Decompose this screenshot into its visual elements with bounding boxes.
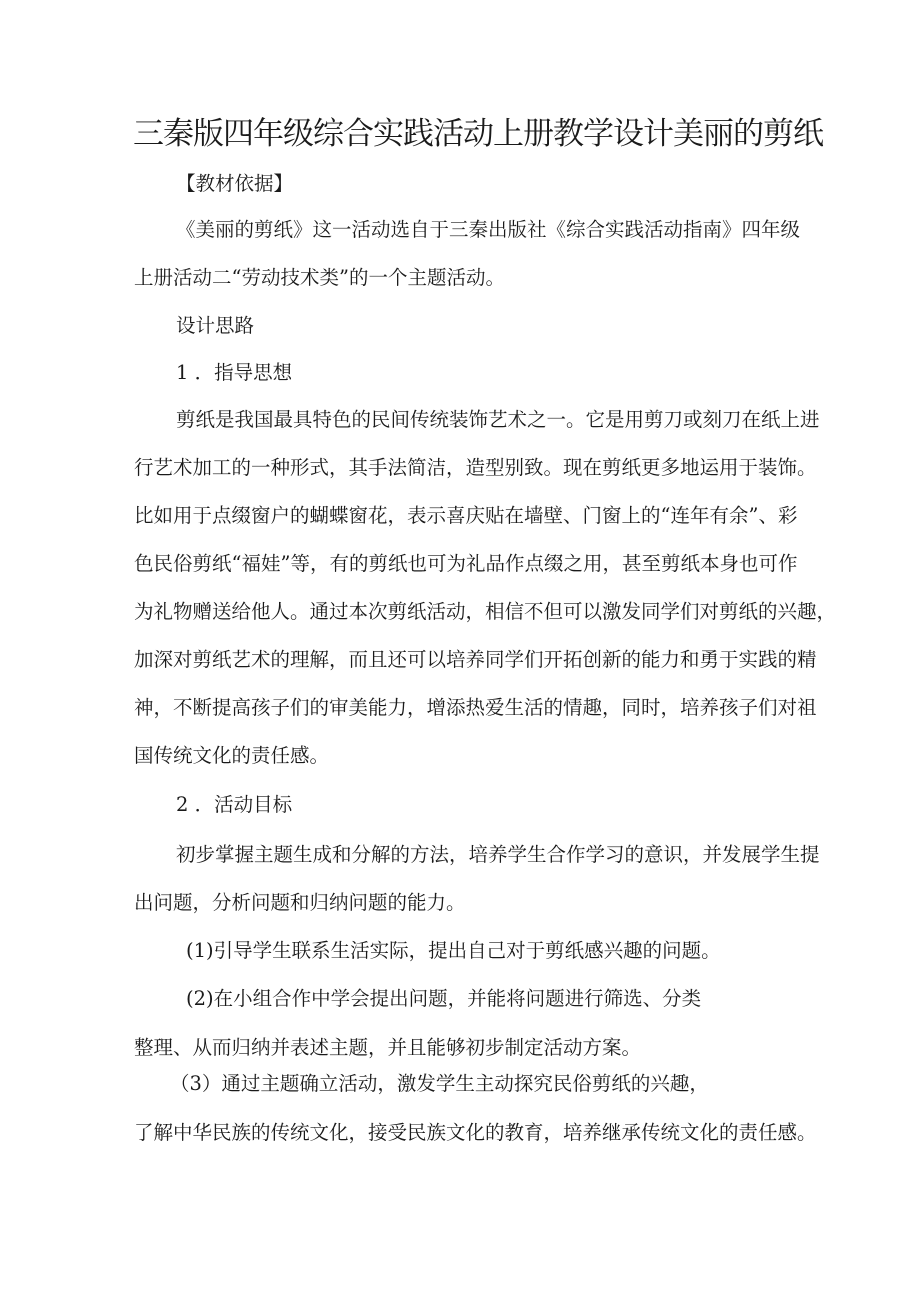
section-1-para-line-3: 比如用于点缀窗户的蝴蝶窗花，表示喜庆贴在墙壁、门窗上的“连年有余”、彩 [134, 504, 798, 527]
goal-3-line-2: 了解中华民族的传统文化，接受民族文化的教育，培养继承传统文化的责任感。 [134, 1121, 817, 1144]
section-2-para-line-2: 出问题，分析问题和归纳问题的能力。 [134, 891, 466, 914]
goal-2-line-2: 整理、从而归纳并表述主题，并且能够初步制定活动方案。 [134, 1036, 642, 1059]
section-2-heading: 2 ．活动目标 [176, 793, 293, 816]
goal-1: (1)引导学生联系生活实际，提出自己对于剪纸感兴趣的问题。 [186, 939, 721, 962]
textbook-para-line-1: 《美丽的剪纸》这一活动选自于三秦出版社《综合实践活动指南》四年级 [176, 218, 801, 241]
section-1-para-line-4: 色民俗剪纸“福娃”等，有的剪纸也可为礼品作点缀之用，甚至剪纸本身也可作 [134, 552, 798, 575]
textbook-basis-heading: 【教材依据】 [176, 172, 294, 195]
goal-3-line-1: （3）通过主题确立活动，激发学生主动探究民俗剪纸的兴趣， [170, 1072, 709, 1095]
section-2-para-line-1: 初步掌握主题生成和分解的方法，培养学生合作学习的意识，并发展学生提 [176, 843, 820, 866]
design-idea-heading: 设计思路 [176, 314, 255, 337]
section-1-heading: 1 ．指导思想 [176, 361, 293, 384]
section-1-para-line-5: 为礼物赠送给他人。通过本次剪纸活动，相信不但可以激发同学们对剪纸的兴趣， [134, 600, 837, 623]
section-1-para-line-1: 剪纸是我国最具特色的民间传统装饰艺术之一。它是用剪刀或刻刀在纸上进 [176, 408, 820, 431]
section-1-para-line-8: 国传统文化的责任感。 [134, 744, 330, 767]
document-title: 三秦版四年级综合实践活动上册教学设计美丽的剪纸 [133, 116, 823, 152]
goal-2-line-1: (2)在小组合作中学会提出问题，并能将问题进行筛选、分类 [186, 987, 702, 1010]
section-1-para-line-2: 行艺术加工的一种形式，其手法简洁，造型别致。现在剪纸更多地运用于装饰。 [134, 456, 817, 479]
textbook-para-line-2: 上册活动二“劳动技术类”的一个主题活动。 [134, 266, 505, 289]
section-1-para-line-6: 加深对剪纸艺术的理解，而且还可以培养同学们开拓创新的能力和勇于实践的精 [134, 648, 817, 671]
section-1-para-line-7: 神，不断提高孩子们的审美能力，增添热爱生活的情趣，同时，培养孩子们对祖 [134, 696, 817, 719]
